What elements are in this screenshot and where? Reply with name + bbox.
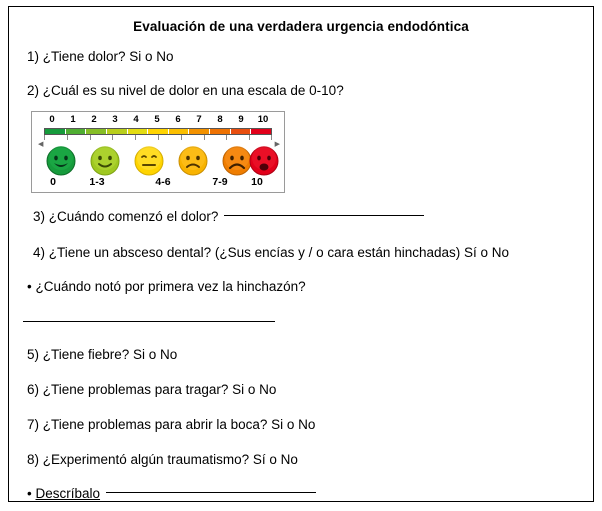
scale-arrow-left-icon: ◀	[38, 141, 44, 148]
question-2: 2) ¿Cuál es su nivel de dolor en una escala de 0-10?	[27, 83, 344, 98]
scale-number-3: 3	[112, 114, 118, 125]
face-happy-icon	[46, 146, 76, 176]
question-3	[33, 209, 424, 224]
question-5: 5) ¿Tiene fiebre? Si o No	[27, 347, 178, 362]
pain-scale-gradient-bar	[44, 128, 272, 135]
document-frame	[8, 6, 594, 502]
scale-label-7-9: 7-9	[212, 176, 228, 188]
question-1: 1) ¿Tiene dolor? Si o No	[27, 49, 174, 64]
question-6: 6) ¿Tiene problemas para tragar? Si o No	[27, 382, 277, 397]
scale-number-2: 2	[91, 114, 97, 125]
bullet-describe	[27, 486, 316, 501]
scale-arrow-right-icon: ▶	[274, 141, 280, 148]
scale-number-6: 6	[175, 114, 181, 125]
face-sad-icon	[222, 146, 252, 176]
describe-label: Descríbalo	[35, 486, 101, 501]
scale-label-10: 10	[251, 176, 263, 188]
scale-label-1-3: 1-3	[89, 176, 105, 188]
face-neutral-icon	[134, 146, 164, 176]
face-frown-icon	[178, 146, 208, 176]
document-body	[9, 7, 593, 501]
scale-number-9: 9	[238, 114, 244, 125]
scale-number-5: 5	[154, 114, 160, 125]
describe-answer-line[interactable]	[106, 492, 316, 493]
swelling-answer-line[interactable]	[23, 320, 275, 322]
scale-number-10: 10	[257, 114, 269, 125]
scale-number-8: 8	[217, 114, 223, 125]
pain-scale-figure	[31, 111, 285, 193]
pain-scale-numbers	[32, 114, 284, 127]
question-3-text: 3) ¿Cuándo comenzó el dolor?	[33, 209, 219, 224]
scale-number-1: 1	[70, 114, 76, 125]
bullet-swelling-question: • ¿Cuándo notó por primera vez la hinchazón?	[27, 279, 306, 294]
question-4: 4) ¿Tiene un absceso dental? (¿Sus encías y / o cara están hinchadas) Sí o No	[33, 245, 510, 260]
face-crying-icon	[249, 146, 279, 176]
question-3-answer-line[interactable]	[224, 215, 424, 216]
pain-scale-ticks	[44, 135, 272, 143]
bullet-marker: •	[27, 486, 32, 501]
scale-number-7: 7	[196, 114, 202, 125]
page-title: Evaluación de una verdadera urgencia endodóntica	[133, 19, 469, 34]
pain-scale-labels	[32, 176, 284, 190]
question-8: 8) ¿Experimentó algún traumatismo? Sí o No	[27, 452, 298, 467]
scale-number-0: 0	[49, 114, 55, 125]
pain-scale-faces	[40, 146, 278, 176]
scale-label-4-6: 4-6	[155, 176, 171, 188]
scale-number-4: 4	[133, 114, 139, 125]
scale-label-0: 0	[50, 176, 56, 188]
face-slight-smile-icon	[90, 146, 120, 176]
question-7: 7) ¿Tiene problemas para abrir la boca? Si o No	[27, 417, 316, 432]
